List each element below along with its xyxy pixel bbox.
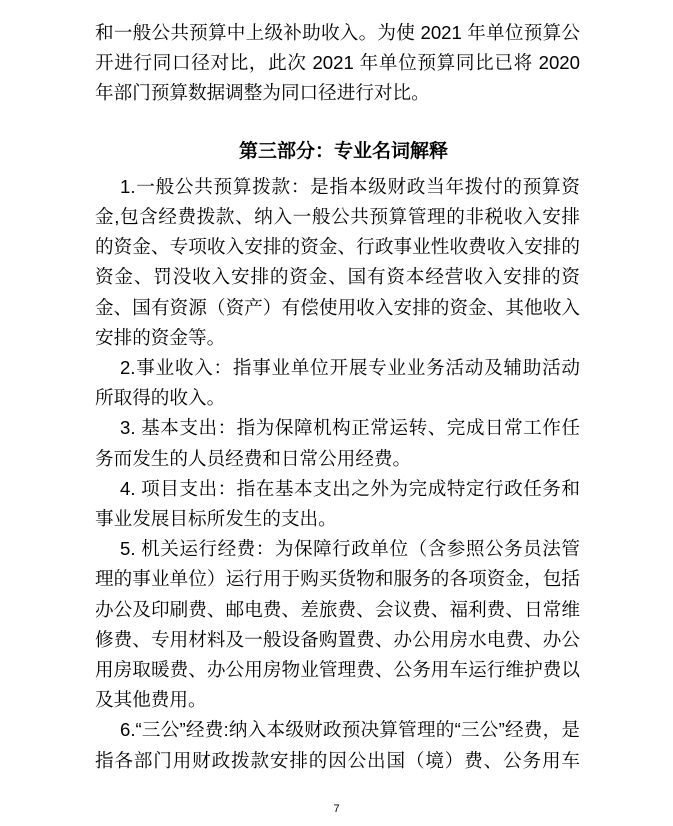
term-paragraph-2: 2.事业收入：指事业单位开展专业业务活动及辅助活动所取得的收入。: [95, 357, 580, 409]
page-number: 7: [333, 803, 340, 815]
term-paragraph-4: 4. 项目支出：指在基本支出之外为完成特定行政任务和事业发展目标所发生的支出。: [95, 477, 580, 530]
term-paragraph-1: 1.一般公共预算拨款：是指本级财政当年拨付的预算资金,包含经费拨款、纳入一般公共预算管理的非税收入安排的资金、专项收入安排的资金、行政事业性收费收入安排的资金、罚没收入安排的资金、国有资本经营收入安排的资金、国有资源（资产）有偿使用收入安排的资金、其他收入安排的资金等。: [95, 175, 580, 348]
section-heading: 第三部分：专业名词解释: [238, 140, 448, 162]
term-paragraph-6: 6.“三公”经费:纳入本级财政预决算管理的“三公”经费，是指各部门用财政拨款安排的因公出国（境）费、公务用车: [95, 719, 580, 771]
term-paragraph-3: 3. 基本支出：指为保障机构正常运转、完成日常工作任务而发生的人员经费和日常公用经费。: [95, 417, 580, 469]
term-paragraph-5: 5. 机关运行经费：为保障行政单位（含参照公务员法管理的事业单位）运行用于购买货物和服务的各项资金，包括办公及印刷费、邮电费、差旅费、会议费、福利费、日常维修费、专用材料及一般设备购置费、办公用房水电费、办公用房取暖费、办公用房物业管理费、公务用车运行维护费以及其他费用。: [95, 538, 580, 711]
intro-paragraph: 和一般公共预算中上级补助收入。为使 2021 年单位预算公开进行同口径对比，此次 2021 年单位预算同比已将 2020 年部门预算数据调整为同口径进行对比。: [95, 22, 580, 104]
document-content: [95, 18, 580, 776]
